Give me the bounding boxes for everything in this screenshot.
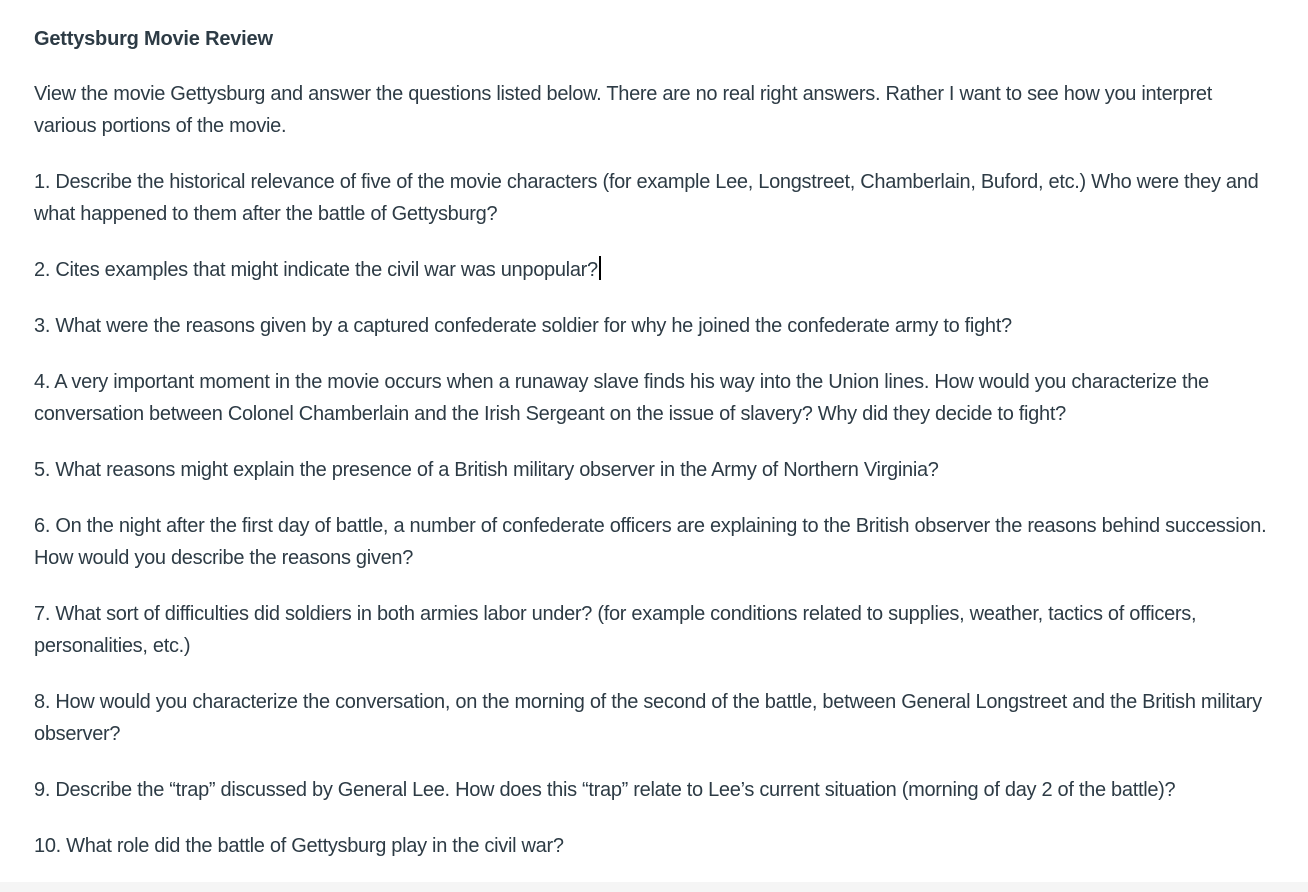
question-6: 6. On the night after the first day of battle, a number of confederate officers are explaining to the British observer the reasons behind succession. How would you describe the reasons given? <box>34 515 1267 569</box>
question-5: 5. What reasons might explain the presence of a British military observer in the Army of Northern Virginia? <box>34 459 939 481</box>
intro-paragraph: View the movie Gettysburg and answer the questions listed below. There are no real right answers. Rather I want to see how you interpret various portions of the movie. <box>34 83 1213 137</box>
question-7: 7. What sort of difficulties did soldiers in both armies labor under? (for example conditions related to supplies, weather, tactics of officers, personalities, etc.) <box>34 603 1197 657</box>
document-title: Gettysburg Movie Review <box>34 28 273 50</box>
question-10: 10. What role did the battle of Gettysburg play in the civil war? <box>34 835 564 857</box>
question-8: 8. How would you characterize the conversation, on the morning of the second of the battle, between General Longstreet and the British military observer? <box>34 691 1262 745</box>
question-2-text: 2. Cites examples that might indicate the civil war was unpopular? <box>34 259 598 281</box>
document-body[interactable] <box>34 24 1274 886</box>
question-3: 3. What were the reasons given by a captured confederate soldier for why he joined the confederate army to fight? <box>34 315 1012 337</box>
question-9: 9. Describe the “trap” discussed by General Lee. How does this “trap” relate to Lee’s current situation (morning of day 2 of the battle)? <box>34 779 1176 801</box>
question-2 <box>34 254 1274 286</box>
question-4: 4. A very important moment in the movie occurs when a runaway slave finds his way into the Union lines. How would you characterize the conversation between Colonel Chamberlain and the Irish Sergeant on the issue of slavery? Why did they decide to fight? <box>34 371 1209 425</box>
text-cursor <box>599 256 601 280</box>
question-1: 1. Describe the historical relevance of five of the movie characters (for example Lee, Longstreet, Chamberlain, Buford, etc.) Who were they and what happened to them after the battle of Gettysburg? <box>34 171 1259 225</box>
bottom-divider <box>0 882 1308 892</box>
